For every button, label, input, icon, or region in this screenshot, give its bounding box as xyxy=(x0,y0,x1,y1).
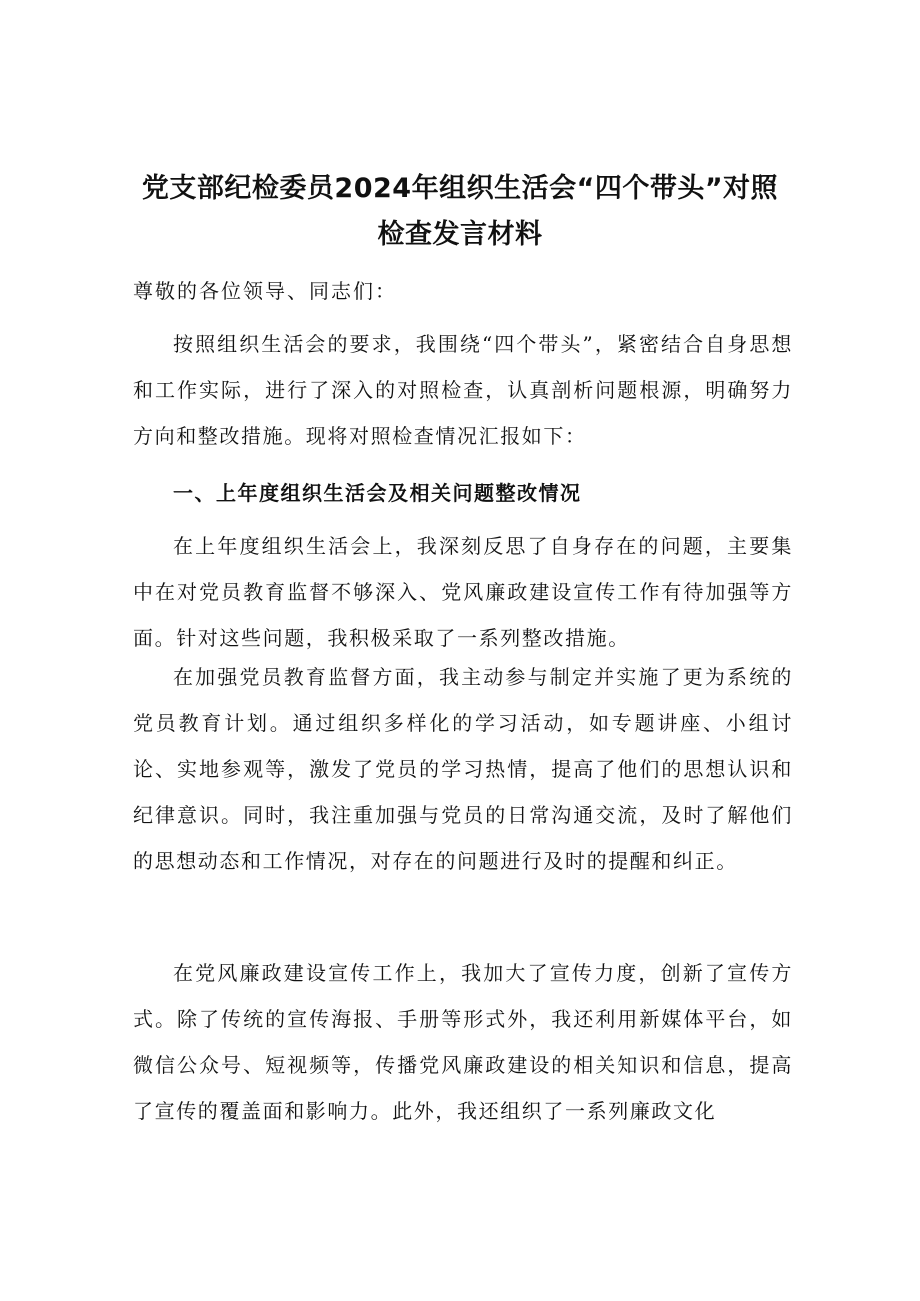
document-title-line-1: 党支部纪检委员2024年组织生活会“四个带头”对照 xyxy=(141,173,779,204)
salutation: 尊敬的各位领导、同志们： xyxy=(133,279,397,303)
body-paragraph-3: 在党风廉政建设宣传工作上，我加大了宣传力度，创新了宣传方式。除了传统的宣传海报、手册等形式外，我还利用新媒体平台，如微信公众号、短视频等，传播党风廉政建设的相关知识和信息，提高了宣传的覆盖面和影响力。此外，我还组织了一系列廉政文化 xyxy=(133,961,793,1123)
body-paragraph-2: 在加强党员教育监督方面，我主动参与制定并实施了更为系统的党员教育计划。通过组织多样化的学习活动，如专题讲座、小组讨论、实地参观等，激发了党员的学习热情，提高了他们的思想认识和纪律意识。同时，我注重加强与党员的日常沟通交流，及时了解他们的思想动态和工作情况，对存在的问题进行及时的提醒和纠正。 xyxy=(133,665,793,873)
section-heading-1: 一、上年度组织生活会及相关问题整改情况 xyxy=(173,481,582,505)
document-title-line-2: 检查发言材料 xyxy=(377,219,543,250)
body-paragraph-1: 在上年度组织生活会上，我深刻反思了自身存在的问题，主要集中在对党员教育监督不够深入、党风廉政建设宣传工作有待加强等方面。针对这些问题，我积极采取了一系列整改措施。 xyxy=(133,534,793,650)
intro-paragraph: 按照组织生活会的要求，我围绕“四个带头”，紧密结合自身思想和工作实际，进行了深入的对照检查，认真剖析问题根源，明确努力方向和整改措施。现将对照检查情况汇报如下： xyxy=(133,332,793,448)
